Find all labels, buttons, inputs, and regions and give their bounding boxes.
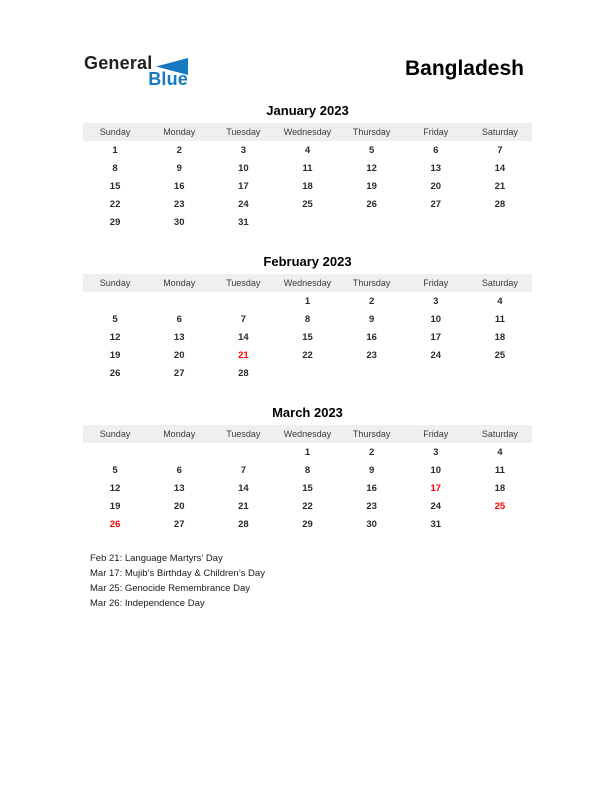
month-title: January 2023 [266,103,349,118]
date-cell: 23 [366,500,377,512]
month-february-2023 [83,254,532,382]
date-cell: 29 [302,518,313,530]
empty-cell [340,213,404,231]
weekday-label: Wednesday [283,127,332,137]
date-cell: 22 [302,349,313,361]
weekday-label: Monday [163,278,196,288]
date-cell: 19 [109,500,121,512]
date-cell: 31 [430,518,442,530]
empty-cell [404,364,468,382]
date-cell: 1 [304,446,311,458]
date-cell: 14 [238,482,249,494]
weekday-label: Tuesday [226,278,261,288]
date-cell: 15 [302,331,313,343]
weekday-label: Thursday [352,429,391,439]
weekday-label: Friday [423,429,449,439]
month-january-2023 [83,103,532,231]
weekday-label: Wednesday [283,429,332,439]
date-cell: 18 [494,482,506,494]
dates-grid [83,443,532,533]
empty-cell [275,213,339,231]
date-cell: 1 [304,295,311,307]
logo-text-general: General [84,53,153,73]
date-cell: 26 [366,198,377,210]
date-cell: 20 [430,180,442,192]
date-cell: 2 [368,446,375,458]
date-cell: 2 [176,144,182,156]
date-cell: 31 [238,216,249,228]
date-cell: 28 [494,198,506,210]
date-cell: 17 [238,180,249,192]
date-cell: 26 [109,367,121,379]
date-cell: 12 [366,162,377,174]
empty-cell [275,364,339,382]
holiday-note: Mar 17: Mujib’s Birthday & Children’s Day [90,568,265,579]
date-cell: 9 [368,464,375,476]
date-cell: 14 [494,162,506,174]
date-cell: 6 [176,464,182,476]
holiday-note: Mar 25: Genocide Remembrance Day [90,583,250,594]
dates-grid [83,141,532,231]
holiday-note: Mar 26: Independence Day [90,598,205,609]
weekday-label: Thursday [352,127,391,137]
holiday-notes [90,551,265,611]
weekday-label: Wednesday [283,278,332,288]
weekday-label: Saturday [481,429,518,439]
date-cell: 21 [494,180,506,192]
empty-cell [83,292,147,310]
holiday-note: Feb 21: Language Martyrs’ Day [90,553,223,564]
date-cell: 5 [368,144,375,156]
date-cell: 23 [173,198,185,210]
empty-cell [468,515,532,533]
month-title: February 2023 [263,254,352,269]
date-cell: 8 [304,313,311,325]
date-cell: 10 [430,464,442,476]
date-cell: 16 [366,331,377,343]
date-cell: 19 [109,349,121,361]
weekday-label: Sunday [99,127,131,137]
weekday-header-row [83,425,532,443]
date-cell: 4 [497,446,503,458]
weekday-label: Monday [163,127,196,137]
date-cell: 12 [109,482,121,494]
holiday-date-cell: 21 [238,349,249,361]
date-cell: 5 [112,464,118,476]
date-cell: 9 [368,313,375,325]
date-cell: 23 [366,349,377,361]
date-cell: 13 [173,482,185,494]
month-title: March 2023 [272,405,343,420]
date-cell: 10 [430,313,442,325]
empty-cell [211,443,275,461]
weekday-label: Tuesday [226,127,261,137]
date-cell: 24 [238,198,249,210]
date-cell: 8 [112,162,118,174]
empty-cell [468,213,532,231]
date-cell: 4 [497,295,503,307]
date-cell: 15 [302,482,313,494]
holiday-date-cell: 17 [430,482,442,494]
date-cell: 22 [302,500,313,512]
date-cell: 30 [366,518,377,530]
date-cell: 1 [112,144,118,156]
date-cell: 13 [430,162,442,174]
date-cell: 24 [430,500,442,512]
page-title: Bangladesh [404,57,524,80]
date-cell: 22 [109,198,121,210]
date-cell: 28 [238,518,249,530]
date-cell: 24 [430,349,442,361]
date-cell: 9 [176,162,182,174]
date-cell: 6 [176,313,182,325]
date-cell: 6 [433,144,439,156]
weekday-label: Tuesday [226,429,261,439]
date-cell: 5 [112,313,118,325]
date-cell: 3 [433,295,439,307]
weekday-label: Saturday [481,127,518,137]
date-cell: 15 [109,180,121,192]
date-cell: 4 [304,144,311,156]
date-cell: 20 [173,349,185,361]
weekday-header-row [83,123,532,141]
date-cell: 7 [240,313,246,325]
date-cell: 3 [240,144,246,156]
month-march-2023 [83,405,532,533]
weekday-label: Sunday [99,278,131,288]
date-cell: 11 [302,162,313,174]
date-cell: 11 [494,464,505,476]
date-cell: 21 [238,500,249,512]
weekday-label: Monday [163,429,196,439]
date-cell: 14 [238,331,249,343]
date-cell: 7 [497,144,503,156]
empty-cell [211,292,275,310]
date-cell: 18 [494,331,506,343]
date-cell: 17 [430,331,442,343]
weekday-label: Sunday [99,429,131,439]
holiday-date-cell: 25 [494,500,506,512]
weekday-label: Friday [423,127,449,137]
date-cell: 16 [366,482,377,494]
empty-cell [147,292,211,310]
empty-cell [468,364,532,382]
date-cell: 13 [173,331,185,343]
weekday-label: Thursday [352,278,391,288]
date-cell: 27 [173,518,185,530]
empty-cell [340,364,404,382]
date-cell: 11 [494,313,505,325]
date-cell: 8 [304,464,311,476]
date-cell: 25 [302,198,313,210]
date-cell: 28 [238,367,249,379]
date-cell: 3 [433,446,439,458]
holiday-date-cell: 26 [109,518,121,530]
empty-cell [404,213,468,231]
date-cell: 27 [173,367,185,379]
date-cell: 30 [173,216,185,228]
date-cell: 12 [109,331,121,343]
empty-cell [147,443,211,461]
date-cell: 18 [302,180,313,192]
dates-grid [83,292,532,382]
date-cell: 20 [173,500,185,512]
date-cell: 25 [494,349,506,361]
date-cell: 2 [368,295,375,307]
empty-cell [83,443,147,461]
weekday-label: Saturday [481,278,518,288]
date-cell: 29 [109,216,121,228]
general-blue-logo [84,53,190,95]
date-cell: 16 [173,180,185,192]
weekday-header-row [83,274,532,292]
date-cell: 27 [430,198,442,210]
weekday-label: Friday [423,278,449,288]
date-cell: 19 [366,180,377,192]
date-cell: 7 [240,464,246,476]
date-cell: 10 [238,162,249,174]
calendar-area [83,103,532,556]
logo-text-blue: Blue [148,69,188,89]
